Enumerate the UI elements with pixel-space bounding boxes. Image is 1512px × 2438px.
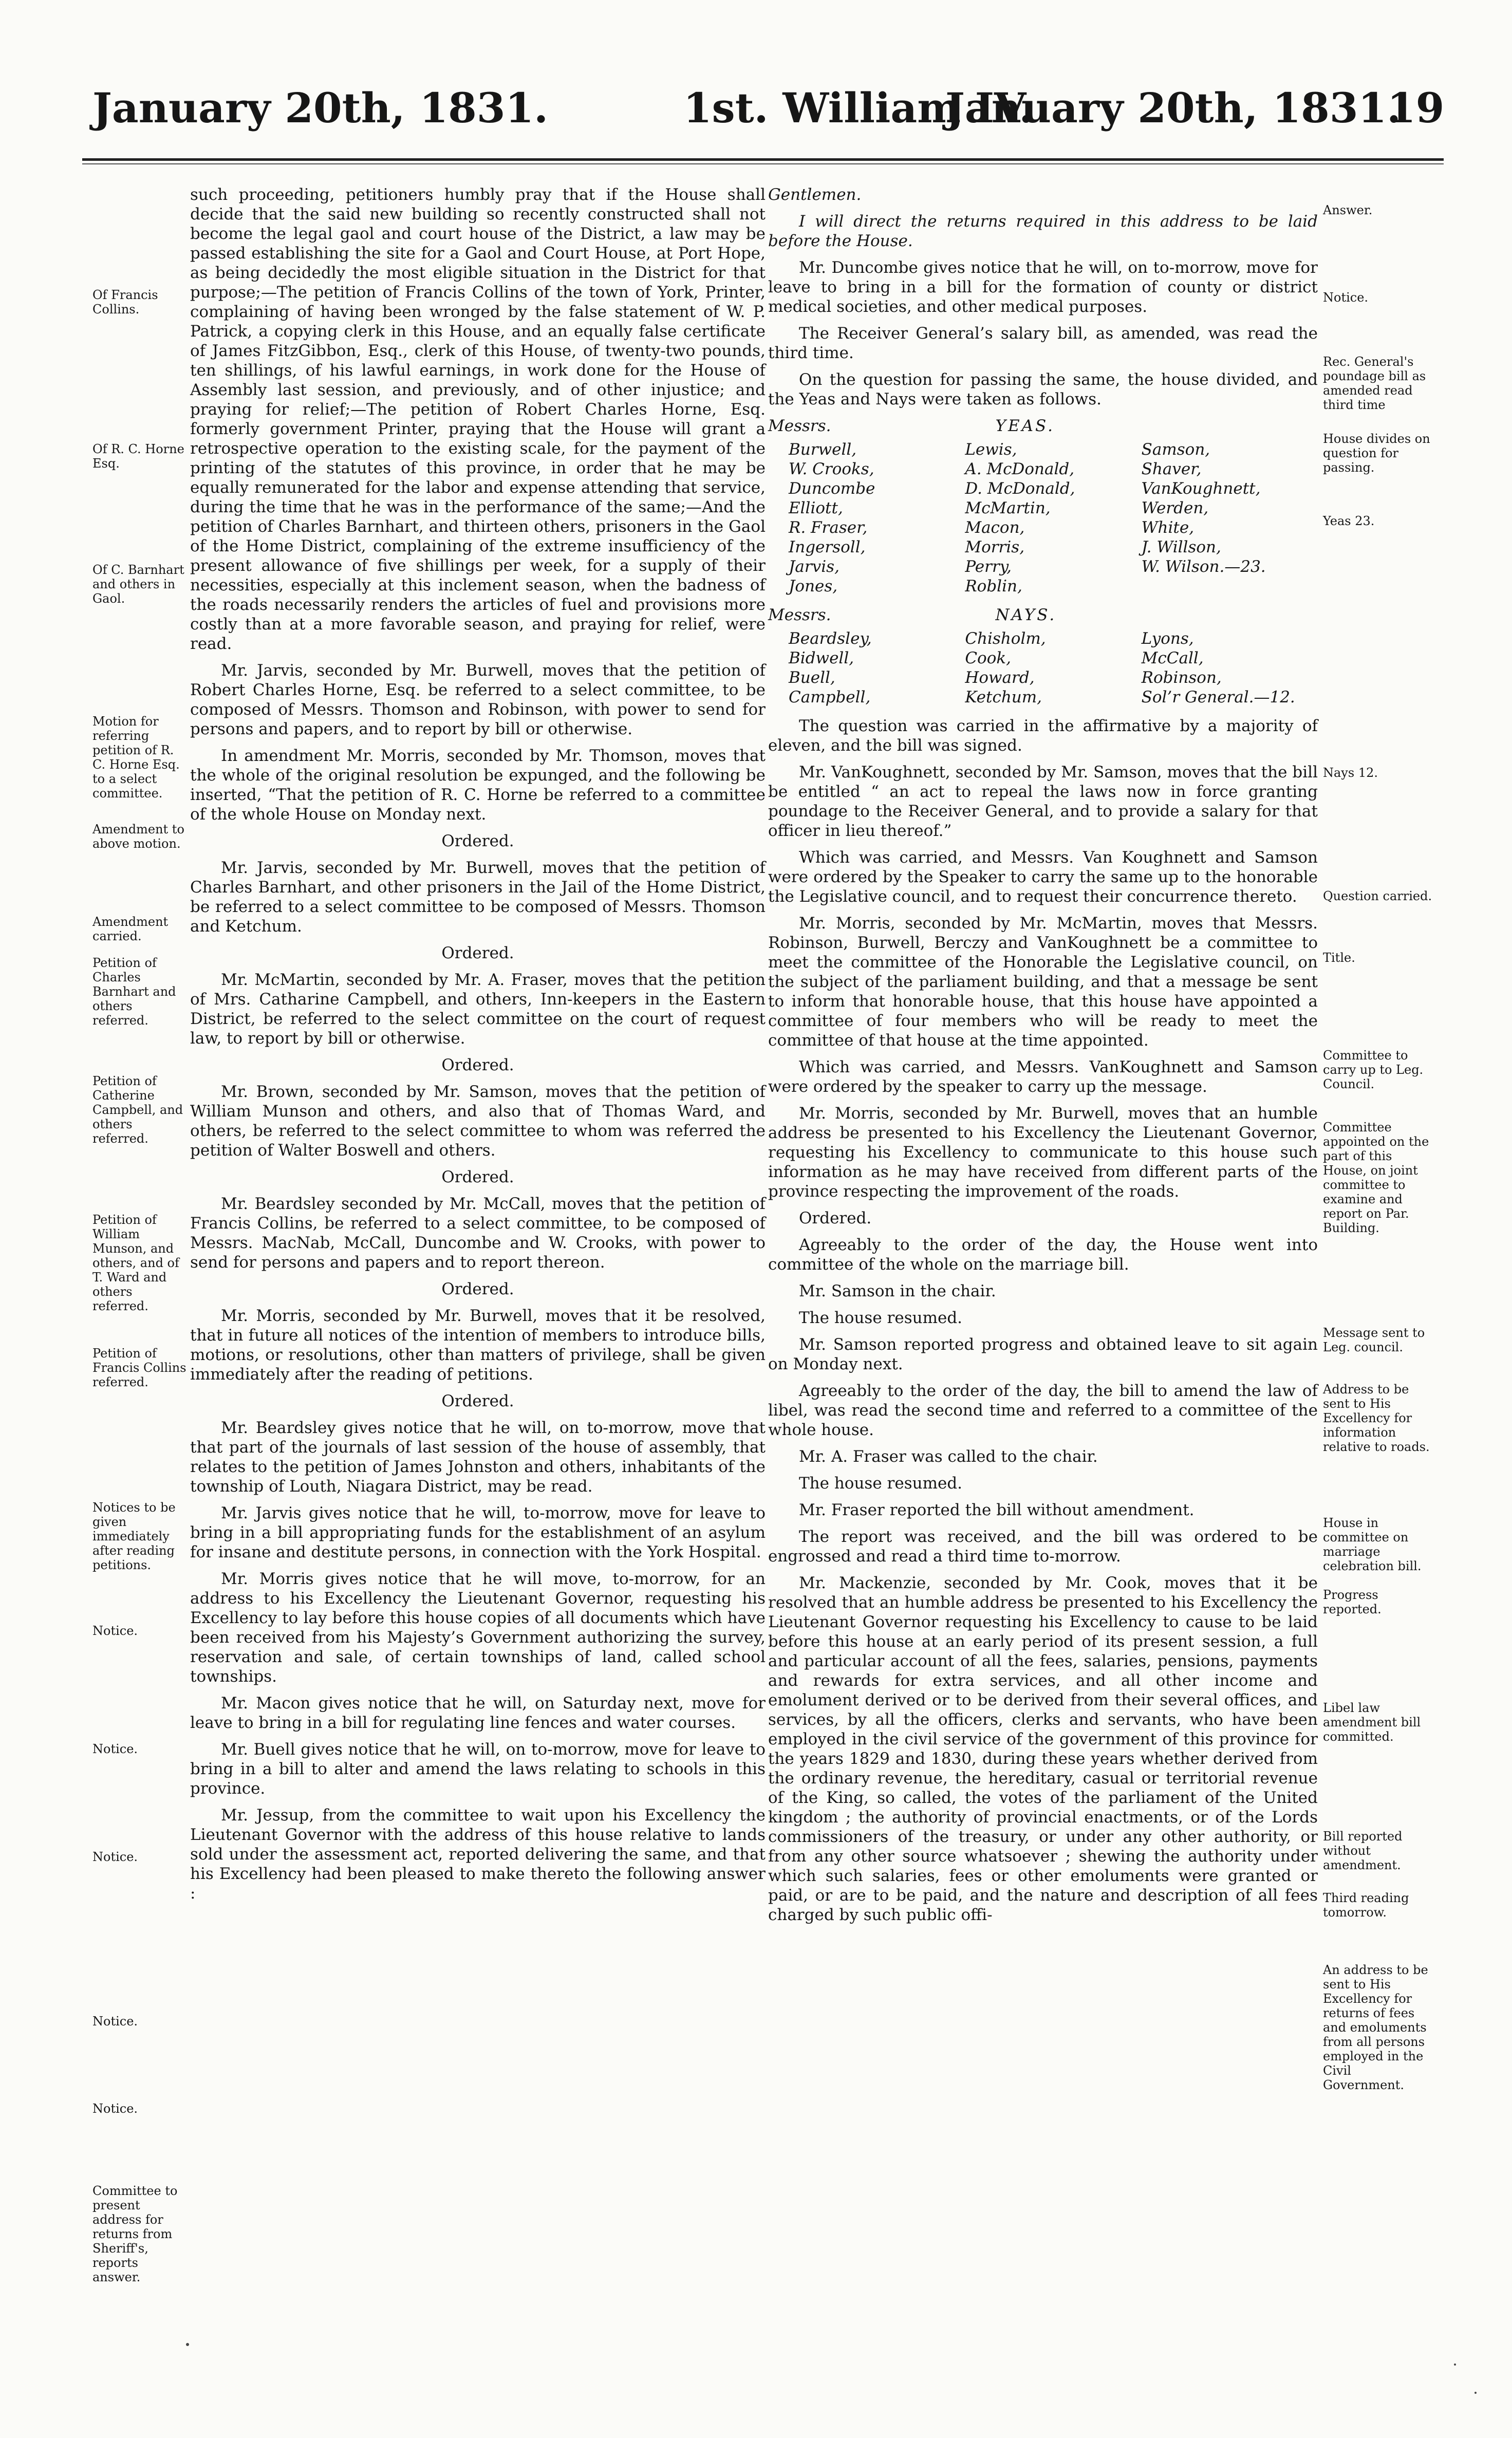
paragraph: Mr. Morris, seconded by Mr. Burwell, moves that it be resolved, that in future all notices of the intention of members to introduce bills, motions, or resolutions, other than matters of privilege, shall be given immediately after the reading of petitions. xyxy=(190,1307,766,1384)
ordered-label: Ordered. xyxy=(441,1056,514,1074)
yeas-block xyxy=(768,416,1318,596)
ordered-label: Ordered. xyxy=(799,1209,872,1227)
margin-note: Notice. xyxy=(92,1624,138,1638)
vote-name: Bidwell, xyxy=(789,649,854,667)
margin-note: Petition of Francis Collins referred. xyxy=(92,1346,186,1389)
paragraph: Mr. Duncombe gives notice that he will, on to-morrow, move for leave to bring in a bill for the formation of county or district medical societies, and other medical purposes. xyxy=(768,258,1318,316)
margin-note: Yeas 23. xyxy=(1323,514,1375,528)
vote-name: White, xyxy=(1141,518,1194,537)
margin-note: Nays 12. xyxy=(1323,766,1378,780)
margin-note: Title. xyxy=(1323,951,1355,965)
margin-note: House in committee on marriage celebration bill. xyxy=(1323,1516,1422,1573)
vote-name: McMartin, xyxy=(965,499,1051,517)
vote-name: A. McDonald, xyxy=(965,460,1075,478)
vote-name: Perry, xyxy=(965,557,1012,576)
vote-name: Howard, xyxy=(965,668,1035,687)
margin-note: An address to be sent to His Excellency for returns of fees and emoluments from all persons employed in the Civil Government. xyxy=(1323,1963,1428,2092)
paragraph: Mr. Jarvis gives notice that he will, to-morrow, move for leave to bring in a bill appropriating funds for the establishment of an asylum for insane and destitute persons, in connection with the York Hospital. xyxy=(190,1504,766,1561)
paragraph: On the question for passing the same, the house divided, and the Yeas and Nays were taken as follows. xyxy=(768,370,1318,408)
ordered-label: Ordered. xyxy=(441,832,514,850)
paragraph: Agreeably to the order of the day, the bill to amend the law of libel, was read the second time and referred to a committee of the whole house. xyxy=(768,1382,1318,1439)
paragraph: The house resumed. xyxy=(799,1474,963,1493)
messrs-label: Messrs. xyxy=(768,417,831,435)
margin-note: Petition of William Munson, and others, and of T. Ward and others referred. xyxy=(92,1213,179,1313)
margin-note: Of C. Barnhart and others in Gaol. xyxy=(92,563,184,606)
paragraph: The Receiver General’s salary bill, as amended, was read the third time. xyxy=(768,324,1318,362)
messrs-label: Messrs. xyxy=(768,606,831,624)
paragraph: Agreeably to the order of the day, the House went into committee of the whole on the marriage bill. xyxy=(768,1236,1318,1274)
header-right-date: January 20th, 1831. xyxy=(945,84,1401,132)
margin-note: Bill reported without amendment. xyxy=(1323,1829,1403,1872)
header-rule-thin xyxy=(82,163,1444,164)
ordered-label: Ordered. xyxy=(441,1280,514,1298)
vote-name: J. Willson, xyxy=(1141,538,1221,556)
margin-note: Progress reported. xyxy=(1323,1588,1382,1616)
vote-name: Lewis, xyxy=(965,440,1017,459)
margin-note: Amendment to above motion. xyxy=(92,822,184,851)
margin-note: House divides on question for passing. xyxy=(1323,432,1430,475)
paragraph: Mr. Macon gives notice that he will, on Saturday next, move for leave to bring in a bill for regulating line fences and water courses. xyxy=(190,1694,766,1732)
margin-note: Committee appointed on the part of this House, on joint committee to examine and report on Par. Building. xyxy=(1323,1120,1429,1235)
vote-name: Burwell, xyxy=(789,440,857,459)
header-rule xyxy=(82,158,1444,161)
header-center-title: 1st. William IV. xyxy=(683,84,1034,132)
paragraph: Mr. Jessup, from the committee to wait upon his Excellency the Lieutenant Governor with the address of this house relative to lands sold under the assessment act, reported delivering the same, and that his Excellency had been pleased to make thereto the following answer : xyxy=(190,1806,766,1903)
vote-name: Duncombe xyxy=(789,479,875,498)
nays-title: NAYS. xyxy=(995,606,1057,624)
vote-name: Beardsley, xyxy=(789,629,872,648)
vote-name: VanKoughnett, xyxy=(1141,479,1261,498)
vote-name: Werden, xyxy=(1141,499,1209,517)
yeas-title: YEAS. xyxy=(995,417,1055,435)
margin-note: Of R. C. Horne Esq. xyxy=(92,442,184,471)
paragraph: Mr. Morris gives notice that he will move, to-morrow, for an address to his Excellency the Lieutenant Governor, requesting his Excellency to lay before this house copies of all documents which have been received from his Majesty’s Government authorizing the survey, reservation and sale, of certain townships of land, called school townships. xyxy=(190,1570,766,1686)
margin-note: Third reading tomorrow. xyxy=(1323,1891,1409,1920)
answer-text: I will direct the returns required in this address to be laid before the House. xyxy=(768,212,1318,250)
margin-note: Libel law amendment bill committed. xyxy=(1323,1701,1421,1744)
paragraph: The house resumed. xyxy=(799,1309,963,1327)
vote-name: Shaver, xyxy=(1141,460,1202,478)
paragraph: Mr. Mackenzie, seconded by Mr. Cook, moves that it be resolved that an humble address be presented to his Excellency the Lieutenant Governor requesting his Excellency to cause to be laid before this house at an early period of its present session, a full and particular account of all the fees, salaries, pensions, payments and rewards for extra services, and all other income and emolument derived or to be derived from their several offices, and services, by all the officers, clerks and servants, who have been employed in the civil service of the government of this province for the years 1829 and 1830, during these years whether derived from the ordinary revenue, the hereditary, casual or territorial revenue of the King, so called, the votes of the parliament of the United kingdom ; the authority of provincial enactments, or of the Lords commissioners of the treasury, or under any other authority, or from any other source whatsoever ; shewing the authority under which such salaries, fees or other emoluments were granted or paid, or are to be paid, and the nature and description of all fees charged by such public offi- xyxy=(768,1574,1318,1924)
paragraph: such proceeding, petitioners humbly pray that if the House shall decide that the said new building so recently constructed shall not become the legal gaol and court house of the District, a law may be passed establishing the site for a Gaol and Court House, at Port Hope, as being decidedly the most eligible situation in the District for that purpose;—The petition of Francis Collins of the town of York, Printer, complaining of having been wronged by the false statement of W. P. Patrick, a copying clerk in this House, and an equally false certificate of James FitzGibbon, Esq., clerk of this House, of twenty-two pounds, ten shillings, of his lawful earnings, in work done for the House of Assembly last session, and previously, and of other injustice; and praying for relief;—The petition of Robert Charles Horne, Esq. formerly government Printer, praying that the House will grant a retrospective operation to the existing scale, for the payment of the printing of the statutes of this province, in order that he may be equally remunerated for the labor and expense attending that service, during the time that he was in the performance of the same;—And the petition of Charles Barnhart, and thirteen others, prisoners in the Gaol of the Home District, complaining of the extreme insufficiency of the present allowance of five shillings per week, for a supply of their necessities, especially at this inclement season, when the badness of the roads necessarily renders the articles of fuel and provisions more costly than at a more favorable season, and praying for relief, were read. xyxy=(190,185,766,653)
ordered-label: Ordered. xyxy=(441,1168,514,1186)
paragraph: Mr. Fraser reported the bill without amendment. xyxy=(799,1501,1194,1519)
ordered-label: Ordered. xyxy=(441,1392,514,1410)
margin-note: Amendment carried. xyxy=(92,915,169,943)
margin-note: Committee to present address for returns from Sheriff's, reports answer. xyxy=(92,2184,178,2284)
paragraph: Mr. Buell gives notice that he will, on to-morrow, move for leave to bring in a bill to alter and amend the laws relating to schools in this province. xyxy=(190,1740,766,1798)
ordered-label: Ordered. xyxy=(441,944,514,962)
vote-name: Jones, xyxy=(789,577,838,595)
vote-name: W. Wilson.—23. xyxy=(1141,557,1266,576)
paragraph: Which was carried, and Messrs. VanKoughnett and Samson were ordered by the speaker to carry up the message. xyxy=(768,1058,1318,1096)
paragraph: Mr. Beardsley gives notice that he will, on to-morrow, move that that part of the journals of last session of the house of assembly, that relates to the petition of James Johnston and others, inhabitants of the township of Louth, Niagara District, may be read. xyxy=(190,1419,766,1496)
vote-name: Sol’r General.—12. xyxy=(1141,688,1295,706)
vote-name: Samson, xyxy=(1141,440,1210,459)
paragraph: Mr. Samson reported progress and obtained leave to sit again on Monday next. xyxy=(768,1335,1318,1373)
paragraph: Which was carried, and Messrs. Van Koughnett and Samson were ordered by the Speaker to carry the same up to the honorable the Legislative council, and to request their concurrence thereto. xyxy=(768,848,1318,906)
margin-note: Rec. General's poundage bill as amended read third time xyxy=(1323,355,1426,412)
scan-speck xyxy=(186,2343,189,2346)
vote-name: Elliott, xyxy=(789,499,843,517)
vote-name: Chisholm, xyxy=(965,629,1046,648)
margin-note: Notice. xyxy=(92,2014,138,2028)
margin-note: Of Francis Collins. xyxy=(92,288,158,317)
vote-name: Morris, xyxy=(965,538,1025,556)
margin-note: Notice. xyxy=(92,2101,138,2116)
margin-note: Committee to carry up to Leg. Council. xyxy=(1323,1048,1424,1091)
paragraph: Mr. Brown, seconded by Mr. Samson, moves that the petition of William Munson and others, and also that of Thomas Ward, and others, be referred to the select committee to whom was referred the petition of Walter Boswell and others. xyxy=(190,1083,766,1160)
paragraph: Mr. Morris, seconded by Mr. McMartin, moves that Messrs. Robinson, Burwell, Berczy and VanKoughnett be a committee to meet the committee of the Honorable the Legislative council, on the subject of the parliament building, and that a message be sent to inform that honorable house, that this house have appointed a committee of four members who will be ready to meet the committee of that house at the time appointed. xyxy=(768,914,1318,1050)
paragraph: Mr. Samson in the chair. xyxy=(799,1282,996,1300)
yeas-list xyxy=(789,440,1318,596)
paragraph: The question was carried in the affirmative by a majority of eleven, and the bill was signed. xyxy=(768,717,1318,755)
paragraph: Mr. Jarvis, seconded by Mr. Burwell, moves that the petition of Robert Charles Horne, Esq. be referred to a select committee, to be composed of Messrs. Thomson and Robinson, with power to send for persons and papers, and to report by bill or otherwise. xyxy=(190,661,766,738)
margin-note: Address to be sent to His Excellency for information relative to roads. xyxy=(1323,1382,1430,1454)
margin-note: Notice. xyxy=(92,1742,138,1756)
vote-name: Campbell, xyxy=(789,688,871,706)
margin-note: Petition of Charles Barnhart and others referred. xyxy=(92,956,176,1028)
margin-note: Motion for referring petition of R. C. Horne Esq. to a select committee. xyxy=(92,714,180,801)
margin-note: Message sent to Leg. council. xyxy=(1323,1326,1425,1354)
margin-note: Petition of Catherine Campbell, and others referred. xyxy=(92,1074,183,1146)
vote-name: D. McDonald, xyxy=(965,479,1075,498)
vote-name: Buell, xyxy=(789,668,835,687)
nays-list xyxy=(789,629,1318,707)
vote-name: Macon, xyxy=(965,518,1025,537)
left-column xyxy=(190,185,766,1910)
vote-name: W. Crooks, xyxy=(789,460,874,478)
vote-name: Cook, xyxy=(965,649,1012,667)
margin-note: Answer. xyxy=(1323,203,1373,217)
vote-name: Ketchum, xyxy=(965,688,1042,706)
scan-speck xyxy=(1474,2392,1477,2394)
paragraph: Mr. McMartin, seconded by Mr. A. Fraser, moves that the petition of Mrs. Catharine Campbell, and others, Inn-keepers in the Eastern District, be referred to the select committee on the court of request law, to report by bill or otherwise. xyxy=(190,971,766,1048)
paragraph: Mr. Beardsley seconded by Mr. McCall, moves that the petition of Francis Collins, be referred to a select committee, to be composed of Messrs. MacNab, McCall, Duncombe and W. Crooks, with power to send for persons and papers and to report thereon. xyxy=(190,1195,766,1272)
vote-name: Ingersoll, xyxy=(789,538,866,556)
vote-name: Jarvis, xyxy=(789,557,839,576)
paragraph: Mr. A. Fraser was called to the chair. xyxy=(799,1447,1098,1466)
margin-note: Notice. xyxy=(92,1850,138,1864)
vote-name: Robinson, xyxy=(1141,668,1222,687)
margin-note: Notice. xyxy=(1323,290,1369,305)
right-column xyxy=(768,185,1318,1932)
paragraph: Mr. VanKoughnett, seconded by Mr. Samson, moves that the bill be entitled “ an act to repeal the laws now in force granting poundage to the Receiver General, and to provide a salary for that officer in lieu thereof.” xyxy=(768,763,1318,840)
vote-name: R. Fraser, xyxy=(789,518,868,537)
paragraph: In amendment Mr. Morris, seconded by Mr. Thomson, moves that the whole of the original resolution be expunged, and the following be inserted, “That the petition of R. C. Horne be referred to a committee of the whole House on Monday next. xyxy=(190,747,766,824)
margin-note: Notices to be given immediately after reading petitions. xyxy=(92,1500,176,1572)
vote-name: McCall, xyxy=(1141,649,1204,667)
margin-note: Question carried. xyxy=(1323,889,1432,903)
paragraph: Mr. Jarvis, seconded by Mr. Burwell, moves that the petition of Charles Barnhart, and other prisoners in the Jail of the Home District, be referred to a select committee to be composed of Messrs. Thomson and Ketchum. xyxy=(190,859,766,936)
scan-speck xyxy=(1454,2363,1456,2366)
paragraph: The report was received, and the bill was ordered to be engrossed and read a third time to-morrow. xyxy=(768,1528,1318,1566)
header-left-date: January 20th, 1831. xyxy=(92,84,548,132)
page-number: 19 xyxy=(1387,84,1445,132)
salutation: Gentlemen. xyxy=(768,185,862,204)
vote-name: Roblin, xyxy=(965,577,1022,595)
nays-block xyxy=(768,605,1318,707)
vote-name: Lyons, xyxy=(1141,629,1194,648)
paragraph: Mr. Morris, seconded by Mr. Burwell, moves that an humble address be presented to his Excellency the Lieutenant Governor, requesting his Excellency to communicate to this house such information as he may have received from different parts of the province respecting the improvement of the roads. xyxy=(768,1104,1318,1201)
vote-name xyxy=(1142,576,1318,596)
